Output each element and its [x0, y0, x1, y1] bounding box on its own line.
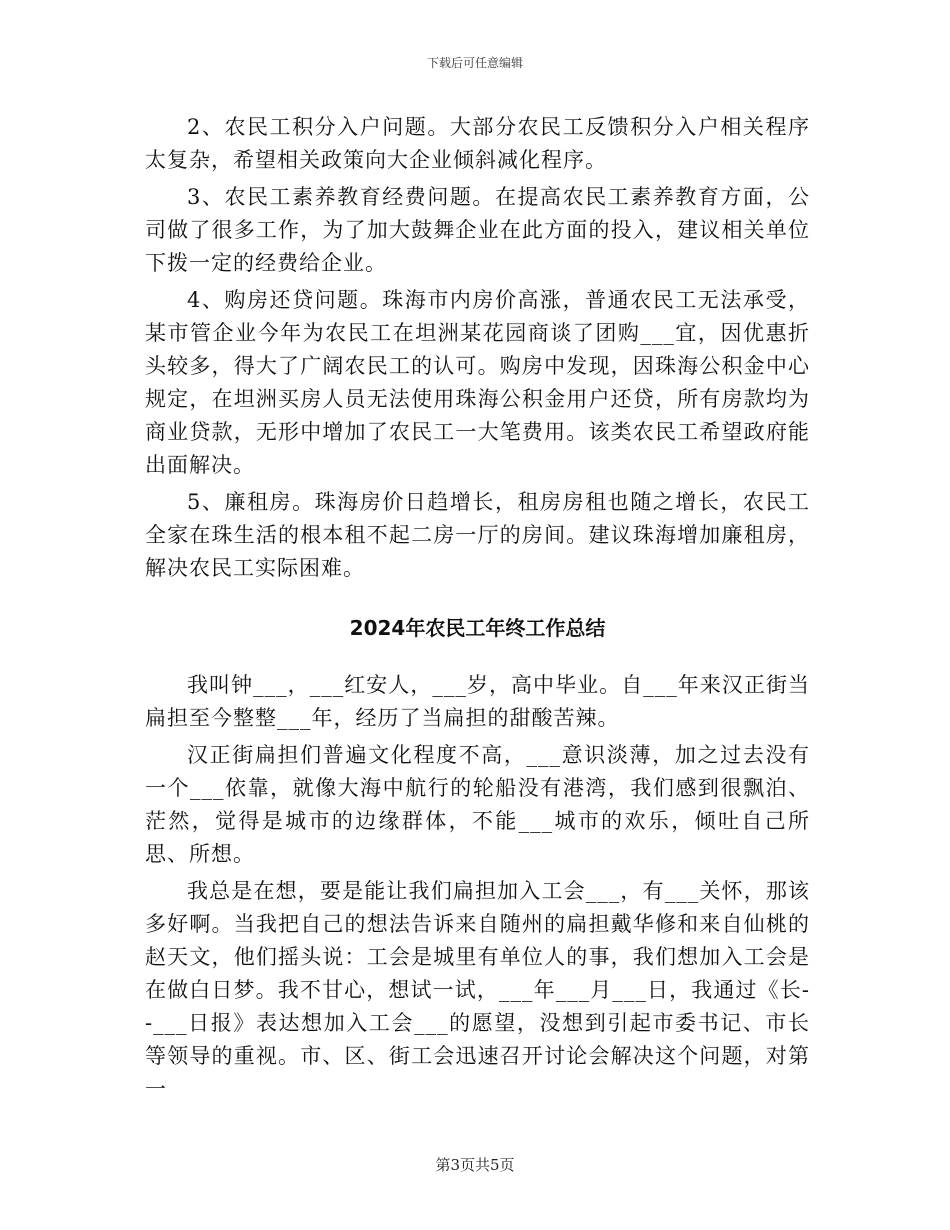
header-note: 下载后可任意编辑: [426, 56, 523, 70]
document-body: [145, 111, 810, 1110]
paragraph: 我总是在想，要是能让我们扁担加入工会___，有___关怀，那该多好啊。当我把自己的想法告诉来自随州的扁担戴华修和来自仙桃的赵天文，他们摇头说：工会是城里有单位人的事，我们想加入工会是在做白日梦。我不甘心，想试一试，___年___月___日，我通过《长--___日报》表达想加入工会___的愿望，没想到引起市委书记、市长等领导的重视。市、区、街工会迅速召开讨论会解决这个问题，对第一: [145, 879, 810, 1101]
paragraph: 2、农民工积分入户问题。大部分农民工反馈积分入户相关程序太复杂，希望相关政策向大企业倾斜减化程序。: [145, 115, 810, 172]
page-footer: 第3页共5页: [435, 1156, 515, 1174]
paragraph: 4、购房还贷问题。珠海市内房价高涨，普通农民工无法承受，某市管企业今年为农民工在坦洲某花园商谈了团购___宜，因优惠折头较多，得大了广阔农民工的认可。购房中发现，因珠海公积金中心规定，在坦洲买房人员无法使用珠海公积金用户还贷，所有房款均为商业贷款，无形中增加了农民工一大笔费用。该类农民工希望政府能出面解决。: [145, 288, 810, 477]
paragraph: 我叫钟___，___红安人，___岁，高中毕业。自___年来汉正街当扁担至今整整___年，经历了当扁担的甜酸苦辣。: [145, 673, 810, 730]
paragraph: 3、农民工素养教育经费问题。在提高农民工素养教育方面，公司做了很多工作，为了加大鼓舞企业在此方面的投入，建议相关单位下拨一定的经费给企业。: [145, 185, 810, 275]
section-title: 2024年农民工年终工作总结: [349, 616, 606, 640]
paragraph: 汉正街扁担们普遍文化程度不高，___意识淡薄，加之过去没有一个___依靠，就像大海中航行的轮船没有港湾，我们感到很飘泊、茫然，觉得是城市的边缘群体，不能___城市的欢乐，倾吐自己所思、所想。: [145, 743, 810, 866]
paragraph: 5、廉租房。珠海房价日趋增长，租房房租也随之增长，农民工全家在珠生活的根本租不起二房一厅的房间。建议珠海增加廉租房，解决农民工实际困难。: [145, 490, 810, 580]
